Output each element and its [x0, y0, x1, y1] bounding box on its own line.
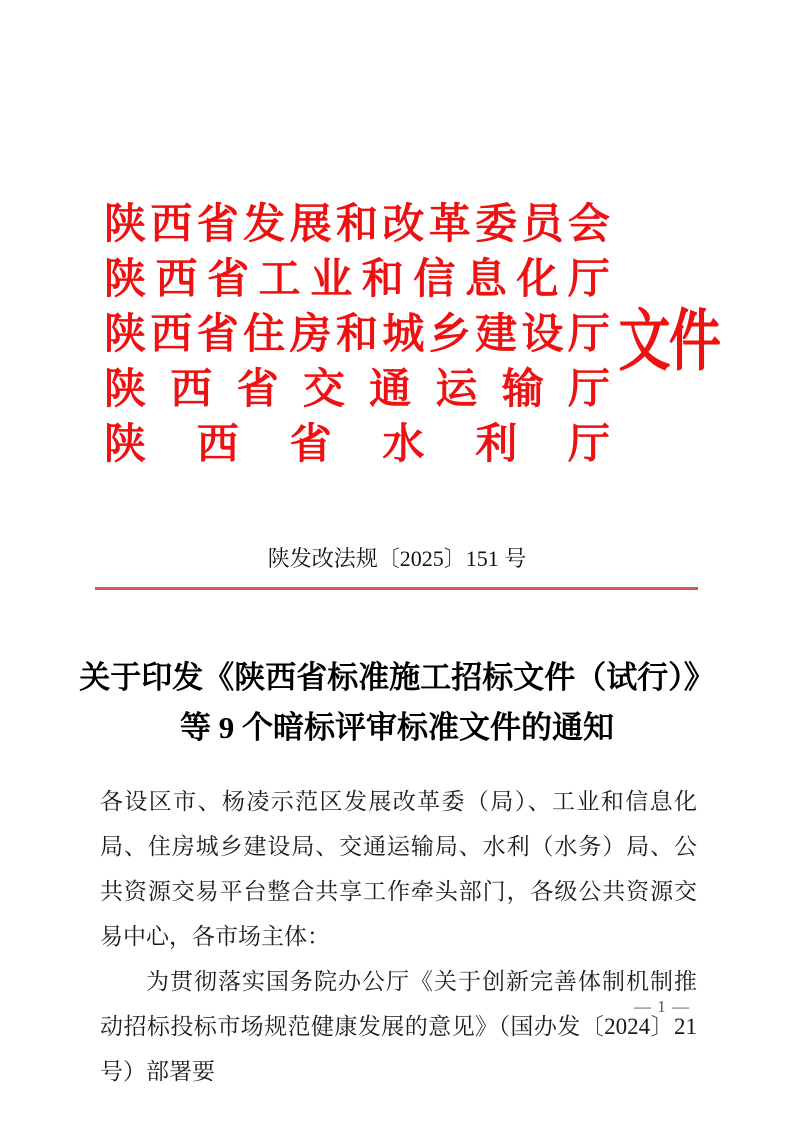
letterhead — [104, 198, 720, 473]
agency-name-line: 陕 西 省 交 通 运 输 厅 — [104, 367, 610, 413]
document-title — [0, 653, 794, 753]
document-number: 陕发改法规〔2025〕151 号 — [267, 546, 527, 571]
page-number: — 1 — — [634, 997, 690, 1016]
document-label: 文件 — [618, 305, 720, 380]
agency-name-line: 陕 西 省 发 展 和 改 革 委 员 会 — [104, 202, 610, 248]
red-divider-line — [95, 587, 698, 590]
title-line-2: 等 9 个暗标评审标准文件的通知 — [180, 710, 614, 745]
agency-name-list — [104, 198, 610, 473]
title-line-1: 关于印发《陕西省标准施工招标文件（试行）》 — [79, 660, 715, 695]
agency-name-line: 陕 西 省 住 房 和 城 乡 建 设 厅 — [104, 312, 610, 358]
document-body — [100, 779, 697, 1094]
agency-name-line: 陕 西 省 水 利 厅 — [104, 422, 610, 468]
agency-name-line: 陕 西 省 工 业 和 信 息 化 厅 — [104, 257, 610, 303]
body-paragraph: 为贯彻落实国务院办公厅《关于创新完善体制机制推动招标投标市场规范健康发展的意见》（国办发〔2024〕21 号）部署要 — [100, 969, 697, 1084]
salutation-paragraph: 各设区市、杨凌示范区发展改革委（局）、工业和信息化局、住房城乡建设局、交通运输局、水利（水务）局、公共资源交易平台整合共享工作牵头部门，各级公共资源交易中心，各市场主体： — [100, 789, 697, 949]
